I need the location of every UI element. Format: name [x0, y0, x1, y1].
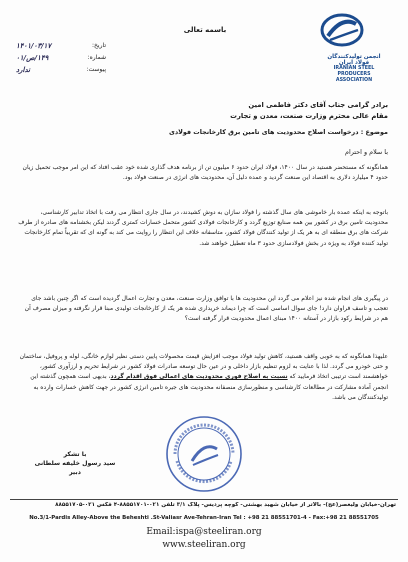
association-stamp-icon	[165, 415, 243, 493]
letter-subject: موضوع : درخواست اصلاح محدودیت های تامین برق کارخانجات فولادی	[168, 128, 388, 136]
footer-website: www.steeliran.org	[162, 540, 246, 550]
paragraph-4	[18, 352, 388, 403]
footer-divider	[10, 499, 398, 500]
signature-title: دبیر	[69, 469, 81, 476]
number-row	[16, 52, 106, 64]
footer-address-fa: تهران-خیابان ولیعصر(عج)- بالاتر از خیابان شهید بهشتی- کوچه پردیس- پلاک ۳/۱ تلفن ۰۲۱-۸۸۵۵۱۷۰۱-۴ فکس ۰۲۱-۸۸۵۵۱۷۰۵	[55, 502, 396, 508]
signature-name: سید رسول خلیفه سلطانی	[34, 460, 116, 467]
footer-email: Email:ispa@steeliran.org	[146, 527, 262, 537]
paragraph-4-emphasis: نسبت به اصلاح فوری محدودیت های اعمالی فوق اقدام گردد	[110, 373, 288, 381]
logo-name-en-1: IRANIAN STEEL	[333, 66, 375, 71]
letter-greeting: با سلام و احترام	[345, 148, 388, 156]
letter-meta	[16, 40, 106, 76]
attachment-label: پیوست:	[86, 66, 106, 73]
recipient-block	[18, 100, 388, 122]
date-value: ۱۴۰۱/۰۳/۱۷	[16, 42, 52, 50]
footer-address-en: No.3/1-Pardis Alley-Above the Beheshti .St-Valiasr Ave-Tehran-Iran Tel : +98 21 88551701-4 - Fax:+98 21 88551705	[29, 515, 379, 521]
attachment-value: ندارد	[16, 66, 31, 74]
date-label: تاریخ:	[92, 42, 106, 49]
basmala: باسمه تعالی	[183, 26, 227, 34]
association-logo	[320, 12, 388, 84]
signature-closing: با تشکر	[63, 451, 87, 458]
steel-association-logo-icon	[320, 12, 364, 48]
recipient-line-1: برادر گرامی جناب آقای دکتر فاطمی امین	[248, 101, 388, 109]
logo-name-fa: انجمن تولیدکنندگان فولاد ایران	[327, 54, 381, 66]
attachment-row	[16, 64, 106, 76]
recipient-line-2: مقام عالی محترم وزارت صنعت، معدن و تجارت	[230, 112, 388, 120]
paragraph-4-part-b: ، بدیهی است همچون گذشته این انجمن آماده مشارکت در مطالعات کارشناسی و منظورسازی منصفانه محدودیت های جیره تامین انرژی کشور در جهت کاهش خسارات وارده به تولیدکنندگان می باشد.	[30, 373, 388, 401]
logo-name-en-2: PRODUCERS ASSOCIATION	[335, 72, 373, 83]
signature-block	[20, 450, 130, 477]
number-value: ۱۴۹/ص/۰۱	[16, 54, 49, 62]
paragraph-3: در پیگیری های انجام شده نیز اعلام می گردد این محدودیت ها با توافق وزارت صنعت، معدن و تجارت اعمال گردیده است که اگر چنین باشد جای تعجب و تاسف فراوان دارد! جای سوال اساسی است که چرا دیماند خریداری شده هر یک از کارخانجات تولیدی مبنا قرار نگرفته و میزان مصرف آن هم در شرایط رکود بازار در آستانه ۱۴۰۰ مبنای اعمال محدودیت قرار گرفته است؟	[24, 295, 388, 323]
date-row	[16, 40, 106, 52]
paragraph-2: باتوجه به اینکه عمده بار خاموشی های سال گذشته را فولاد سازان به دوش کشیدند، در سال جاری انتظار می رفت با اتخاذ تدابیر کارشناسی، محدودیت تامین برق در کشور بین همه صنایع توزیع گردد و کارخانجات فولادی کشور متحمل خسارات کمتری گردند لیکن بخشنامه های صادره از طرف شرکت های برق منطقه ای به هر یک از تولید کنندگان فولاد کشور، متاسفانه خلاف این انتظار را روایت می کند به گونه ای که تقریباً تمام کارخانجات تولید کننده فولاد به ویژه در بخش فولادسازی حدود ۳ ماه تعطیل خواهند شد.	[18, 209, 388, 247]
paragraph-4-part-a: علیهذا همانگونه که به خوبی واقف هستید، کاهش تولید فولاد موجب افزایش قیمت محصولات پایین دستی نظیر لوازم خانگی، لوله و پروفیل، ساختمان و حتی خودرو می گردد. لذا با عنایت به لزوم تنظیم بازار داخلی و در عین حال توسعه صادرات فولاد کشور در شرایط تحریم و ارزآوری کشور، خواهشمند است ترتیبی اتخاذ فرمایید که	[19, 353, 388, 381]
paragraph-1: همانگونه که مستحضر هستید در سال ۱۴۰۰، فولاد ایران حدود ۶ میلیون تن از برنامه هدف گذاری شده خود عقب افتاد که این امر موجب تحمیل زیان حدود ۴ میلیارد دلاری به اقتصاد این صنعت گردید و عمده دلیل آن، محدودیت های انرژی در صنعت فولاد بود.	[22, 164, 388, 182]
number-label: شماره:	[87, 54, 106, 61]
